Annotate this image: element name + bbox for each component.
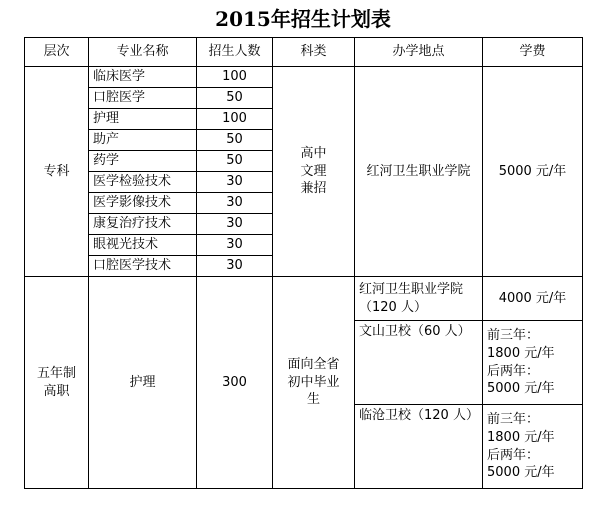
fee-line: 后两年： — [487, 363, 540, 379]
major-name: 药学 — [89, 151, 197, 172]
category-line: 兼招 — [300, 181, 327, 197]
major-name: 口腔医学 — [89, 88, 197, 109]
major-count: 100 — [197, 109, 273, 130]
location-line: 红河卫生职业学院 — [359, 281, 464, 297]
location-line: （120 人） — [359, 299, 427, 315]
header-major: 专业名称 — [89, 38, 197, 67]
table-row — [25, 67, 583, 88]
major-name: 眼视光技术 — [89, 235, 197, 256]
site-fee — [483, 321, 583, 405]
major-name: 护理 — [89, 109, 197, 130]
site-fee: 4000 元/年 — [483, 277, 583, 321]
header-row — [25, 38, 583, 67]
site-location — [355, 277, 483, 321]
page-title: 2015年招生计划表 — [215, 7, 391, 31]
category-line: 初中毕业 — [287, 374, 340, 390]
major-name: 口腔医学技术 — [89, 256, 197, 277]
fee-line: 前三年： — [487, 412, 540, 428]
header-category: 科类 — [273, 38, 355, 67]
major-name: 助产 — [89, 130, 197, 151]
major-five-year: 护理 — [89, 277, 197, 489]
major-count: 30 — [197, 235, 273, 256]
category-line: 生 — [306, 392, 320, 408]
level-zhuanke: 专科 — [25, 67, 89, 277]
fee-zhuanke: 5000 元/年 — [483, 67, 583, 277]
level-line: 高职 — [43, 383, 70, 399]
header-count: 招生人数 — [197, 38, 273, 67]
category-line: 文理 — [300, 163, 327, 179]
major-count: 30 — [197, 193, 273, 214]
table-row — [25, 277, 583, 321]
site-location: 临沧卫校（120 人） — [355, 405, 483, 489]
header-location: 办学地点 — [355, 38, 483, 67]
fee-line: 5000 元/年 — [487, 465, 555, 481]
category-line: 高中 — [300, 146, 327, 162]
fee-line: 1800 元/年 — [487, 345, 555, 361]
site-fee — [483, 405, 583, 489]
major-count: 30 — [197, 214, 273, 235]
major-name: 医学检验技术 — [89, 172, 197, 193]
major-count: 50 — [197, 151, 273, 172]
level-five-year — [25, 277, 89, 489]
major-count: 50 — [197, 130, 273, 151]
category-line: 面向全省 — [287, 357, 340, 373]
fee-line: 前三年： — [487, 328, 540, 344]
fee-line: 5000 元/年 — [487, 381, 555, 397]
major-name: 康复治疗技术 — [89, 214, 197, 235]
location-zhuanke: 红河卫生职业学院 — [355, 67, 483, 277]
major-name: 医学影像技术 — [89, 193, 197, 214]
major-count: 30 — [197, 172, 273, 193]
category-zhuanke — [273, 67, 355, 277]
category-five-year — [273, 277, 355, 489]
header-level: 层次 — [25, 38, 89, 67]
major-count: 100 — [197, 67, 273, 88]
major-name: 临床医学 — [89, 67, 197, 88]
fee-line: 后两年： — [487, 447, 540, 463]
major-count: 50 — [197, 88, 273, 109]
site-location: 文山卫校（60 人） — [355, 321, 483, 405]
major-count: 30 — [197, 256, 273, 277]
fee-line: 1800 元/年 — [487, 429, 555, 445]
header-fee: 学费 — [483, 38, 583, 67]
enrollment-plan-table — [24, 37, 583, 489]
count-five-year: 300 — [197, 277, 273, 489]
level-line: 五年制 — [36, 365, 76, 381]
